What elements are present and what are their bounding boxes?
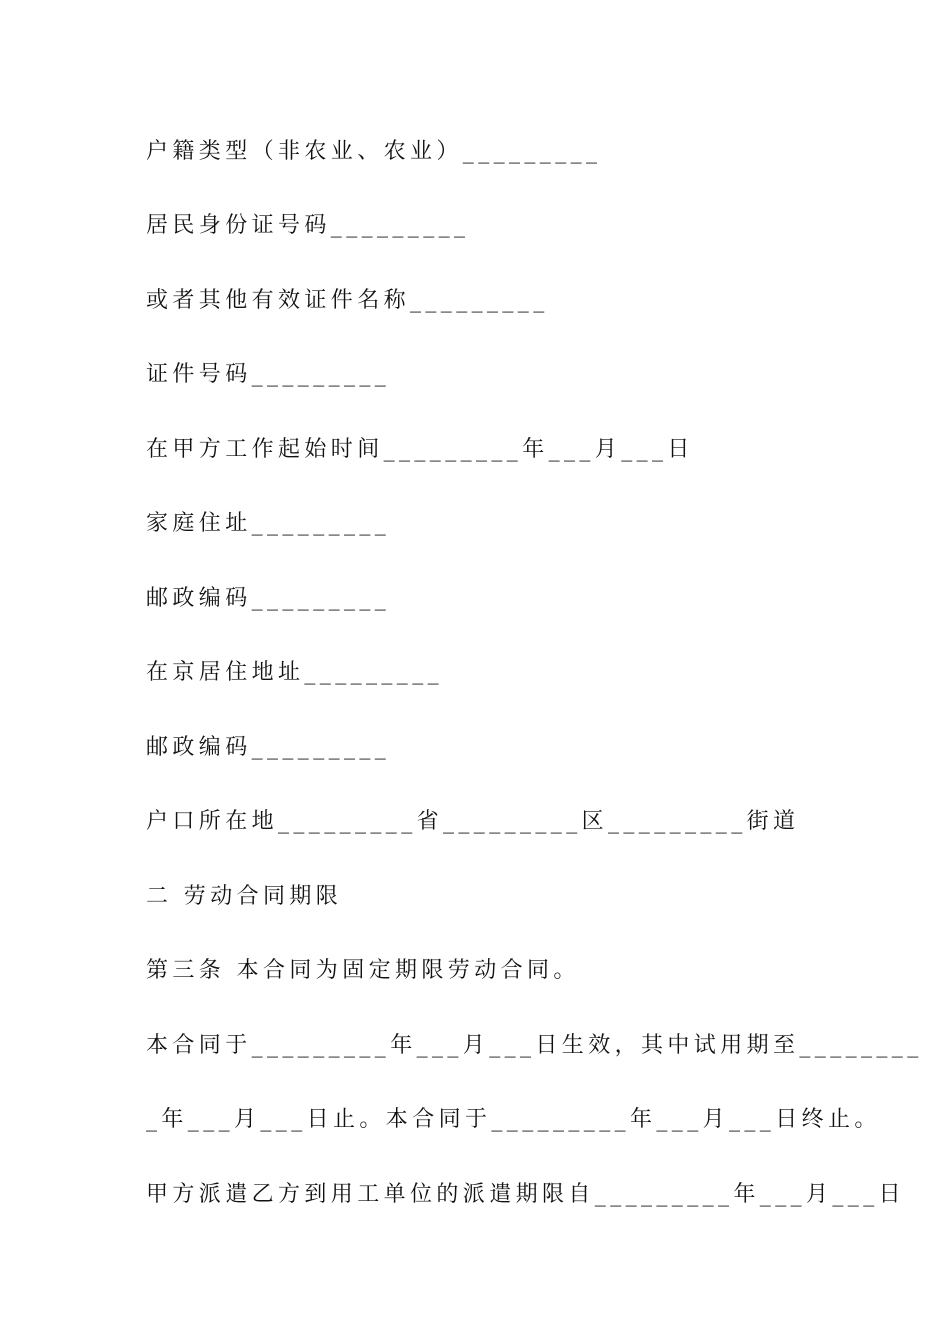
household-type-line: 户籍类型（非农业、农业）_________	[146, 139, 602, 164]
home-address-line: 家庭住址_________	[146, 511, 391, 536]
postal-code-line: 邮政编码_________	[146, 586, 391, 611]
id-number-line: 居民身份证号码_________	[146, 213, 470, 238]
article-three-line: 第三条 本合同为固定期限劳动合同。	[146, 958, 580, 983]
beijing-address-line: 在京居住地址_________	[146, 660, 444, 685]
postal-code-line-2: 邮政编码_________	[146, 735, 391, 760]
id-code-line: 证件号码_________	[146, 362, 391, 387]
start-date-line: 在甲方工作起始时间_________年___月___日	[146, 437, 694, 462]
section-heading: 二 劳动合同期限	[146, 884, 343, 909]
other-id-name-line: 或者其他有效证件名称_________	[146, 288, 549, 313]
effective-date-line: 本合同于_________年___月___日生效，其中试用期至________	[146, 1033, 923, 1058]
hukou-location-line: 户口所在地_________省_________区_________街道	[146, 809, 800, 834]
dispatch-period-line: 甲方派遣乙方到用工单位的派遣期限自_________年___月___日	[146, 1182, 906, 1207]
end-date-line: _年___月___日止。本合同于_________年___月___日终止。	[146, 1107, 881, 1132]
